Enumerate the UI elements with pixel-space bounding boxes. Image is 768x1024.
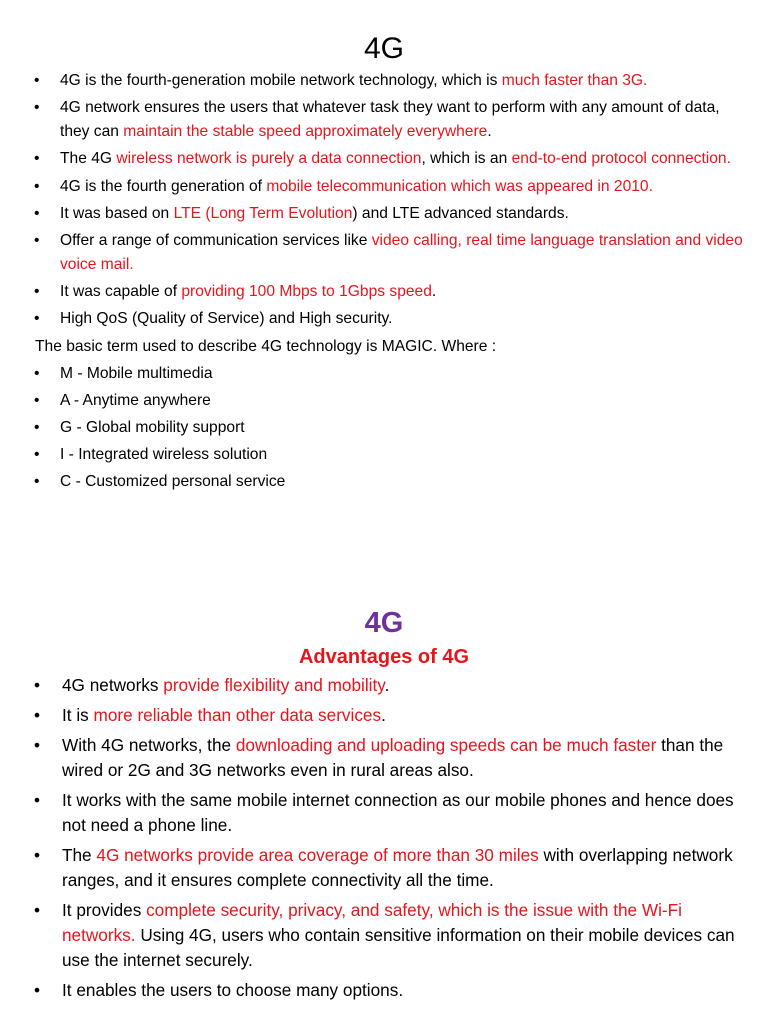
bullet-text: ) and LTE advanced standards. [352, 204, 569, 222]
slide-subtitle: Advantages of 4G [298, 646, 470, 668]
bullet-text: It was capable of [60, 283, 182, 301]
bullet-text: 4G is the fourth generation of [60, 177, 267, 195]
bullet-text: 4G networks [62, 675, 164, 695]
bullet-text: It works with the same mobile internet connection as our mobile phones and hence does not need a phone line. [62, 790, 734, 835]
advantage-item [0, 788, 768, 838]
magic-item [0, 470, 768, 494]
bullet-dot-icon: • [34, 473, 40, 491]
bullet-text: Offer a range of communication services like [60, 231, 372, 249]
magic-item-text: A - Anytime anywhere [60, 391, 211, 409]
highlighted-text: provide flexibility and mobility [163, 675, 385, 695]
bullet-text: 4G network ensures the users that whatever task they want to perform with any amount of data, they can [60, 99, 720, 141]
bullet-text: The 4G [60, 150, 117, 168]
bullet-item [0, 147, 768, 171]
advantage-item [0, 843, 768, 893]
highlighted-text: maintain the stable speed approximately everywhere [123, 123, 488, 141]
bullet-text: . [384, 675, 390, 695]
magic-item-text: M - Mobile multimedia [60, 364, 213, 382]
bullet-dot-icon: • [34, 99, 40, 117]
bullet-dot-icon: • [34, 980, 41, 1000]
bullet-dot-icon: • [34, 72, 40, 89]
highlighted-text: downloading and uploading speeds can be much faster [235, 735, 657, 755]
magic-acronym-list [0, 362, 768, 495]
bullet-text: It enables the users to choose many options. [62, 980, 404, 1000]
bullet-item [0, 202, 768, 226]
bullet-text: With 4G networks, the [62, 735, 236, 755]
bullet-text: The [62, 845, 97, 865]
bullet-dot-icon: • [34, 310, 40, 328]
bullet-text: . [487, 123, 492, 141]
slide-content [0, 69, 768, 494]
slide-advantages-of-4g [0, 596, 768, 1024]
bullet-item [0, 175, 768, 199]
highlighted-text: LTE (Long Term Evolution [173, 204, 353, 222]
bullet-item [0, 229, 768, 277]
bullet-text: It provides [62, 900, 147, 920]
magic-item [0, 389, 768, 413]
magic-intro-text: The basic term used to describe 4G technology is MAGIC. Where : [35, 337, 497, 355]
slide-title: 4G [364, 607, 404, 639]
magic-item-text: G - Global mobility support [60, 419, 245, 437]
bullet-dot-icon: • [34, 900, 41, 920]
bullet-dot-icon: • [34, 675, 41, 695]
bullet-dot-icon: • [34, 735, 41, 755]
bullet-item [0, 307, 768, 331]
advantage-item [0, 733, 768, 783]
magic-item-text: I - Integrated wireless solution [60, 446, 268, 464]
slide-title: 4G [363, 32, 405, 65]
bullet-dot-icon: • [34, 391, 40, 409]
bullet-text: High QoS (Quality of Service) and High security. [60, 310, 393, 328]
advantage-item [0, 673, 768, 698]
bullet-dot-icon: • [34, 446, 40, 464]
advantage-item [0, 978, 768, 1003]
highlighted-text: providing 100 Mbps to 1Gbps speed [181, 283, 432, 301]
feature-bullet-list [0, 69, 768, 331]
bullet-text: . [431, 283, 437, 301]
bullet-item [0, 280, 768, 304]
bullet-dot-icon: • [34, 283, 40, 301]
bullet-dot-icon: • [34, 177, 40, 195]
advantage-item [0, 898, 768, 973]
bullet-dot-icon: • [34, 204, 40, 222]
bullet-dot-icon: • [34, 150, 40, 168]
bullet-text: . [381, 705, 386, 725]
bullet-text: than the wired or 2G and 3G networks even in rural areas also. [62, 735, 724, 780]
bullet-text: , which is an [421, 150, 512, 168]
bullet-dot-icon: • [34, 705, 41, 725]
slide-content [0, 673, 768, 1003]
highlighted-text: more reliable than other data services [93, 705, 382, 725]
bullet-dot-icon: • [34, 790, 41, 810]
highlighted-text: mobile telecommunication which was appeared in 2010. [266, 177, 653, 195]
highlighted-text: end-to-end protocol connection. [511, 150, 731, 168]
highlighted-text: video calling, real time language translation and video voice mail. [60, 231, 743, 273]
magic-item-text: C - Customized personal service [60, 473, 286, 491]
bullet-text: It was based on [60, 204, 174, 222]
highlighted-text: wireless network is purely a data connection [116, 150, 422, 168]
highlighted-text: much faster than 3G. [501, 72, 648, 89]
magic-item [0, 362, 768, 386]
advantages-bullet-list [0, 673, 768, 1003]
highlighted-text: 4G networks provide area coverage of more than 30 miles [96, 845, 539, 865]
bullet-dot-icon: • [34, 364, 40, 382]
bullet-item [0, 69, 768, 93]
bullet-text: 4G is the fourth-generation mobile network technology, which is [60, 72, 502, 89]
bullet-text: It is [62, 705, 94, 725]
advantage-item [0, 703, 768, 728]
bullet-text: Using 4G, users who contain sensitive information on their mobile devices can use the internet securely. [62, 925, 735, 970]
bullet-dot-icon: • [34, 231, 40, 249]
bullet-dot-icon: • [34, 845, 41, 865]
bullet-dot-icon: • [34, 419, 40, 437]
bullet-text: with overlapping network ranges, and it ensures complete connectivity all the time. [62, 845, 733, 890]
bullet-item [0, 96, 768, 144]
highlighted-text: complete security, privacy, and safety, which is the issue with the Wi-Fi networks. [62, 900, 682, 945]
magic-item [0, 416, 768, 440]
magic-item [0, 443, 768, 467]
